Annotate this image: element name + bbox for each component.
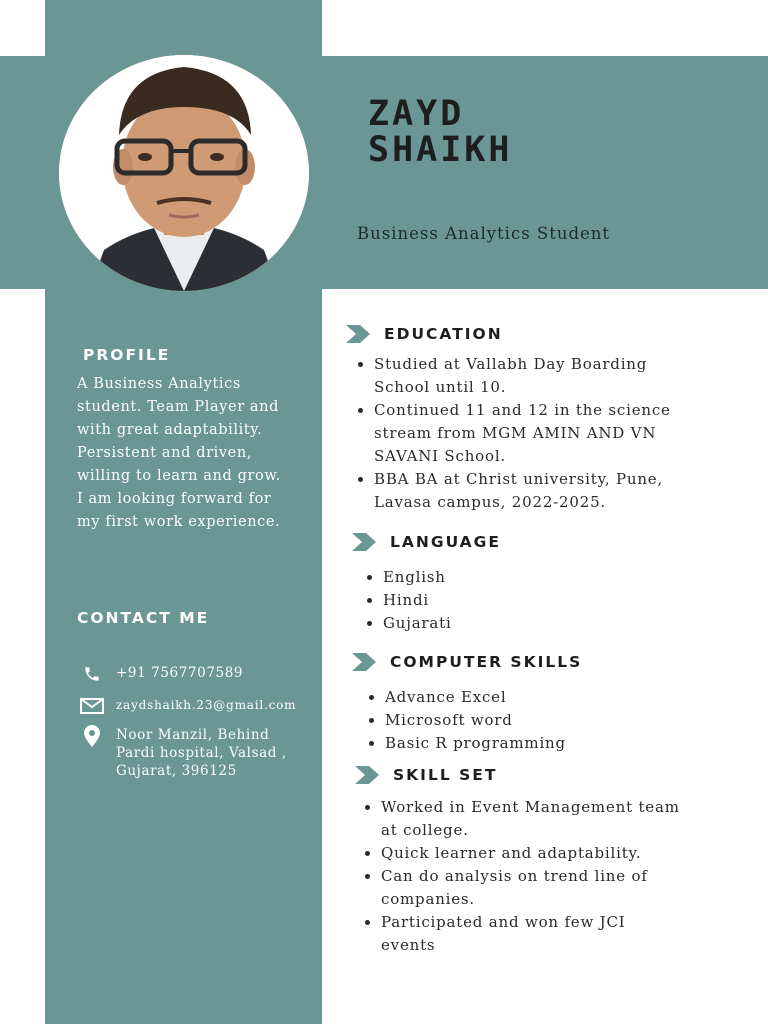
list-item: • BBA BA at Christ university, Pune, Lavasa campus, 2022-2025. <box>374 468 694 514</box>
contact-email: zaydshaikh.23@gmail.com <box>116 698 297 712</box>
education-heading <box>346 325 503 343</box>
chevron-arrow-icon <box>352 653 376 671</box>
chevron-arrow-icon <box>355 766 379 784</box>
profile-heading: PROFILE <box>83 346 171 364</box>
last-name: SHAIKH <box>368 130 513 170</box>
list-item: • Continued 11 and 12 in the science stream from MGM AMIN AND VN SAVANI School. <box>374 399 694 468</box>
person-name <box>368 96 512 168</box>
list-item: • Studied at Vallabh Day Boarding School until 10. <box>374 353 694 399</box>
education-list <box>354 353 694 514</box>
chevron-arrow-icon <box>346 325 370 343</box>
list-item: • Basic R programming <box>385 732 645 755</box>
envelope-icon <box>80 696 104 716</box>
contact-heading: CONTACT ME <box>77 609 210 627</box>
list-item: • Microsoft word <box>385 709 645 732</box>
job-title: Business Analytics Student <box>357 224 611 243</box>
language-list <box>363 566 583 635</box>
map-pin-icon <box>80 726 104 746</box>
chevron-arrow-icon <box>352 533 376 551</box>
contact-phone: +91 7567707589 <box>116 665 244 681</box>
skill-set-heading-label: SKILL SET <box>393 766 498 784</box>
list-item: • English <box>383 566 583 589</box>
computer-skills-list <box>365 686 645 755</box>
computer-skills-heading <box>352 653 582 671</box>
skill-set-list <box>361 796 681 957</box>
contact-phone-row <box>80 664 243 684</box>
profile-text: A Business Analytics student. Team Player and with great adaptability. Persistent and driven, willing to learn and grow. I am looking forward for my first work experience. <box>77 376 281 530</box>
avatar <box>59 55 309 291</box>
education-heading-label: EDUCATION <box>384 325 503 343</box>
first-name: ZAYD <box>368 94 465 134</box>
contact-address: Noor Manzil, Behind Pardi hospital, Valsad , Gujarat, 396125 <box>116 727 287 779</box>
profile-photo <box>59 55 309 291</box>
contact-email-row <box>80 696 296 716</box>
contact-address-row <box>80 726 291 780</box>
phone-icon <box>80 664 104 684</box>
list-item: • Quick learner and adaptability. <box>381 842 681 865</box>
language-heading <box>352 533 501 551</box>
language-heading-label: LANGUAGE <box>390 533 501 551</box>
list-item: • Participated and won few JCI events <box>381 911 681 957</box>
list-item: • Worked in Event Management team at college. <box>381 796 681 842</box>
list-item: • Hindi <box>383 589 583 612</box>
list-item: • Gujarati <box>383 612 583 635</box>
list-item: • Can do analysis on trend line of companies. <box>381 865 681 911</box>
skill-set-heading <box>355 766 497 784</box>
computer-skills-heading-label: COMPUTER SKILLS <box>390 653 583 671</box>
list-item: • Advance Excel <box>385 686 645 709</box>
